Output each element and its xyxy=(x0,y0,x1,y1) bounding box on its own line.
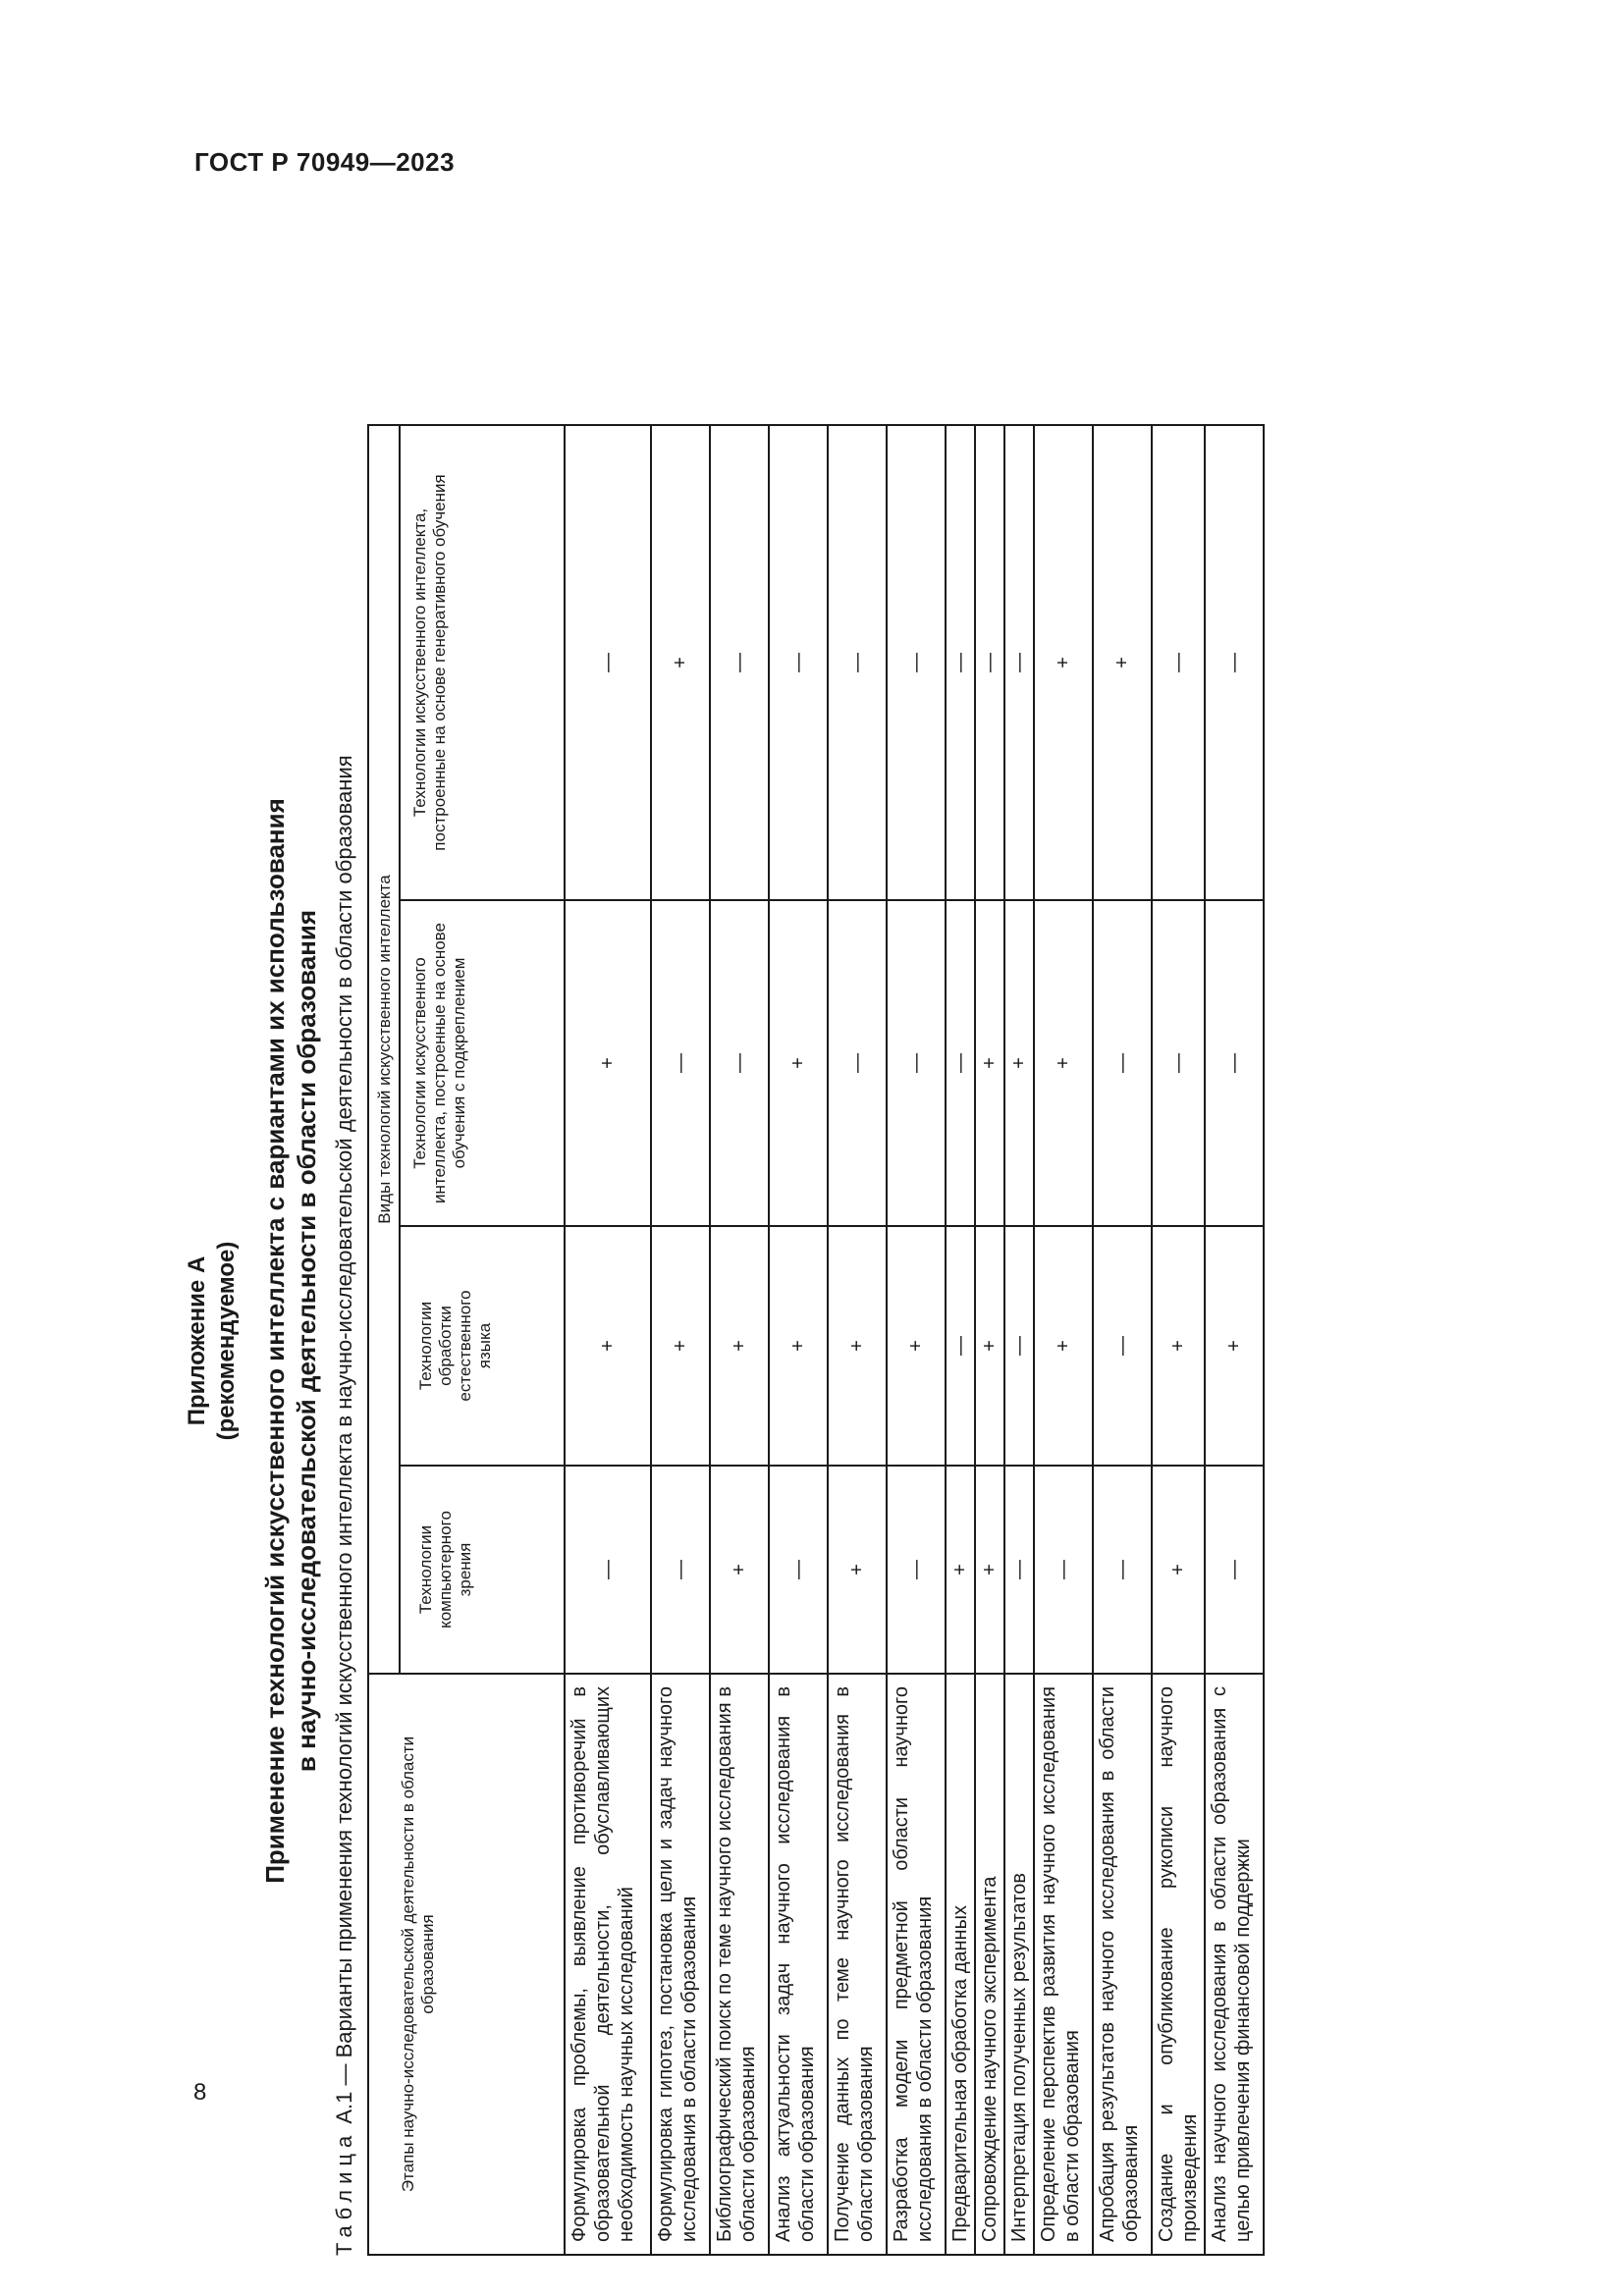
appendix-title xyxy=(259,426,322,2256)
nlp-cell: + xyxy=(651,1226,710,1466)
gen-cell: — xyxy=(887,425,946,900)
table-row xyxy=(651,425,710,2255)
table-caption-label: Таблица xyxy=(332,2129,356,2256)
cv-cell: + xyxy=(1152,1466,1205,1674)
appendix-status: (рекомендуемое) xyxy=(213,1241,240,1441)
table-caption-text: А.1 — Варианты применения технологий искусственного интеллекта в научно-исследовательской деятельности в области образования xyxy=(332,755,356,2130)
rl-cell: — xyxy=(710,900,769,1226)
cv-cell: — xyxy=(769,1466,828,1674)
table-caption xyxy=(332,426,357,2256)
gen-cell: + xyxy=(1093,425,1152,900)
table-row xyxy=(1152,425,1205,2255)
rl-cell: — xyxy=(828,900,887,1226)
cv-cell: + xyxy=(946,1466,975,1674)
column-header-stage: Этапы научно-исследовательской деятельности в области образования xyxy=(368,1674,565,2255)
table-row xyxy=(1004,425,1034,2255)
nlp-cell: + xyxy=(887,1226,946,1466)
stage-cell: Интерпретация полученных результатов xyxy=(1004,1674,1034,2255)
stage-cell: Создание и опубликование рукописи научного произведения xyxy=(1152,1674,1205,2255)
gen-cell: + xyxy=(1034,425,1093,900)
cv-cell: — xyxy=(1034,1466,1093,1674)
nlp-cell: + xyxy=(828,1226,887,1466)
column-header-group: Виды технологий искусственного интеллекта xyxy=(368,425,400,1674)
rl-cell: — xyxy=(1152,900,1205,1226)
stage-cell: Формулировка проблемы, выявление противоречий в образовательной деятельности, обуславливающих необходимость научных исследований xyxy=(565,1674,651,2255)
gen-cell: — xyxy=(1004,425,1034,900)
gen-cell: — xyxy=(1152,425,1205,900)
stage-cell: Определение перспектив развития научного исследования в области образования xyxy=(1034,1674,1093,2255)
nlp-cell: + xyxy=(565,1226,651,1466)
stage-cell: Анализ актуальности задач научного исследования в области образования xyxy=(769,1674,828,2255)
cv-cell: — xyxy=(887,1466,946,1674)
page-number: 8 xyxy=(193,2079,207,2106)
column-header-computer-vision: Технологии компьютерного зрения xyxy=(400,1466,565,1674)
rl-cell: — xyxy=(651,900,710,1226)
table-row xyxy=(946,425,975,2255)
stage-cell: Получение данных по теме научного исследования в области образования xyxy=(828,1674,887,2255)
gen-cell: — xyxy=(1205,425,1264,900)
rl-cell: + xyxy=(565,900,651,1226)
appendix-label: Приложение А xyxy=(184,1255,210,1426)
table-row xyxy=(565,425,651,2255)
stage-cell: Сопровождение научного эксперимента xyxy=(975,1674,1004,2255)
gen-cell: — xyxy=(828,425,887,900)
gen-cell: — xyxy=(769,425,828,900)
rl-cell: — xyxy=(946,900,975,1226)
cv-cell: — xyxy=(565,1466,651,1674)
rl-cell: + xyxy=(769,900,828,1226)
gen-cell: + xyxy=(651,425,710,900)
table-row xyxy=(1093,425,1152,2255)
table-row xyxy=(1034,425,1093,2255)
cv-cell: — xyxy=(1093,1466,1152,1674)
table-row xyxy=(828,425,887,2255)
column-header-generative: Технологии искусственного интеллекта, построенные на основе генеративного обучения xyxy=(400,425,565,900)
rl-cell: + xyxy=(1004,900,1034,1226)
column-header-nlp: Технологии обработки естественного языка xyxy=(400,1226,565,1466)
nlp-cell: + xyxy=(975,1226,1004,1466)
table-row xyxy=(1205,425,1264,2255)
rl-cell: + xyxy=(1034,900,1093,1226)
nlp-cell: + xyxy=(1205,1226,1264,1466)
rl-cell: — xyxy=(887,900,946,1226)
column-header-reinforcement: Технологии искусственного интеллекта, построенные на основе обучения с подкреплением xyxy=(400,900,565,1226)
stage-cell: Библиографический поиск по теме научного исследования в области образования xyxy=(710,1674,769,2255)
appendix-title-line-1: Применение технологий искусственного интеллекта с вариантами их использования xyxy=(260,798,290,1884)
nlp-cell: — xyxy=(1004,1226,1034,1466)
table-row xyxy=(710,425,769,2255)
nlp-cell: + xyxy=(710,1226,769,1466)
nlp-cell: + xyxy=(769,1226,828,1466)
gen-cell: — xyxy=(710,425,769,900)
stage-cell: Формулировка гипотез, постановка цели и задач научного исследования в области образования xyxy=(651,1674,710,2255)
cv-cell: — xyxy=(1004,1466,1034,1674)
nlp-cell: + xyxy=(1034,1226,1093,1466)
gen-cell: — xyxy=(975,425,1004,900)
cv-cell: + xyxy=(710,1466,769,1674)
nlp-cell: + xyxy=(1152,1226,1205,1466)
cv-cell: + xyxy=(828,1466,887,1674)
rl-cell: — xyxy=(1205,900,1264,1226)
stage-cell: Апробация результатов научного исследования в области образования xyxy=(1093,1674,1152,2255)
table-row xyxy=(975,425,1004,2255)
table-row xyxy=(887,425,946,2255)
cv-cell: + xyxy=(975,1466,1004,1674)
ai-technologies-table xyxy=(367,424,1265,2256)
appendix-heading xyxy=(183,426,242,2256)
table-header-row xyxy=(368,425,400,2255)
table-row xyxy=(769,425,828,2255)
gen-cell: — xyxy=(946,425,975,900)
cv-cell: — xyxy=(651,1466,710,1674)
stage-cell: Анализ научного исследования в области образования с целью привлечения финансовой поддержки xyxy=(1205,1674,1264,2255)
stage-cell: Предварительная обработка данных xyxy=(946,1674,975,2255)
cv-cell: — xyxy=(1205,1466,1264,1674)
nlp-cell: — xyxy=(946,1226,975,1466)
rl-cell: + xyxy=(975,900,1004,1226)
rl-cell: — xyxy=(1093,900,1152,1226)
rotated-page-content xyxy=(171,426,1439,2256)
nlp-cell: — xyxy=(1093,1226,1152,1466)
appendix-title-line-2: в научно-исследовательской деятельности в области образования xyxy=(292,909,321,1773)
stage-cell: Разработка модели предметной области научного исследования в области образования xyxy=(887,1674,946,2255)
document-code: ГОСТ Р 70949—2023 xyxy=(194,147,456,177)
gen-cell: — xyxy=(565,425,651,900)
